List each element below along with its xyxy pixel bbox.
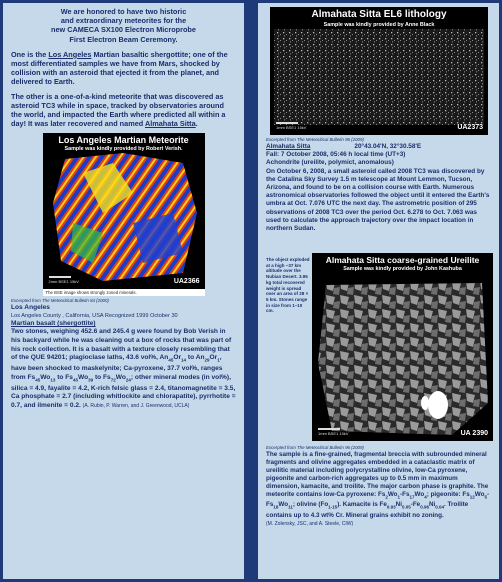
almahata-sitta-el6-image bbox=[270, 7, 488, 135]
intro-paragraph-1: One is the Los Angeles Martian basaltic shergottite; one of the most differentiated samples we have from Mars, shocked by collision with an asteroid that ejected it from the planet, and delivered to Earth. bbox=[11, 49, 228, 87]
scale-bar: 1mm BSE1 15kV bbox=[318, 428, 348, 436]
figure-subtitle: Sample was kindly provided by Anne Black bbox=[323, 22, 435, 28]
fall-date: Fall: 7 October 2008, 05:46 h local time (UT+3) bbox=[266, 151, 406, 159]
meteorite-class: Achondrite (ureilite, polymict, anomalous) bbox=[266, 159, 394, 167]
figure-id: UA 2390 bbox=[460, 430, 488, 437]
scale-bar: 1mm BSE1 15kV bbox=[276, 122, 306, 130]
meteorite-location: Los Angeles County , California, USA Recognized 1999 October 30 bbox=[11, 313, 178, 320]
meteorite-name: Los Angeles bbox=[11, 304, 50, 312]
almahata-header bbox=[266, 143, 492, 151]
intro-line: new CAMECA SX100 Electron Microprobe bbox=[51, 25, 196, 35]
right-panel bbox=[258, 3, 499, 579]
ureilite-image-art bbox=[312, 253, 493, 441]
excerpt-source: Excerpted from The Meteoritical Bulletin 96 (2009) bbox=[266, 445, 364, 450]
discovery-paragraph: On October 6, 2008, a small asteroid called 2008 TC3 was discovered by the Catalina Sky Survey 1.5 m telescope at Mount Lemmon, Tucson, Arizona, and found to be on a collision course with Earth. Numerous astronomical observatories followed the object until it entered the Earth's umbra at Oct. 7.076 UTC the next day. The astrometric position of 295 observations of 2008 TC3 over the period Oct. 6.278 to Oct. 7.063 was used to calculate the approach trajectory over the impact location in northern Sudan. bbox=[266, 167, 490, 233]
almahata-sitta-link[interactable]: Almahata Sitta bbox=[144, 119, 196, 129]
los-angeles-description: Two stones, weighing 452.6 and 245.4 g were found by Bob Verish in his backyard while he was cleaning out a box of rocks that was part of his rock collection. It is a basalt with a texture closely resembling that of the QUE 94201; plagioclase laths, 43.6 vol%, $An_{45}Or_{14}$ to $An_{29}Or_1$, have been shocked to maskelynite; Ca-pyroxene, 37.7 vol%, ranges from $Fs_{45}Wo_{13}$ to $Fs_{45}Wo_{39}$ to $Fs_{72}Wo_{24}$; other mineral modes (in vol%), silica = 4.9, fayalite = 4.2, K-rich felsic glass = 2.4, titanomagnetite = 3.5, Ca phosphate = 2.7 (including whitlockite and chlorapatite), pyrrhotite = 0.7, and ilmenite = 0.2. (A. Rubin, P. Warren, and J. Greenwood, UCLA) bbox=[11, 328, 236, 409]
author-credit: (M. Zolensky, JSC, and A. Steele, CIW) bbox=[266, 520, 354, 527]
ureilite-description: The sample is a fine-grained, fragmental breccia with subrounded mineral fragments and olivine aggregates embedded in a cataclastic matrix of ureilitic material including polycrystalline olivine, low-Ca pyroxene, pigeonite and carbon-rich aggregates up to 0.5 mm in maximum dimension, kamacite, and troilite. The major carbon phase is graphite. The meteorite contains low-Ca pyroxene: $Fs_2Wo_1-Fs_{17}Wo_4$; pigeonite: $Fs_{12}Wo_5-Fs_{18}Wo_{11}$; olivine $(Fo_{1-15})$. Kamacite is $Fe_{0.93}Ni_{0.05}-Fe_{0.96}Ni_{0.04}$. Troilite contains up to 4.3 wt% Cr. Mineral grains exhibit no zoning. bbox=[266, 451, 490, 519]
figure-id: UA2373 bbox=[457, 124, 483, 131]
meteorite-name: Almahata Sitta bbox=[266, 143, 311, 150]
left-panel bbox=[3, 3, 244, 579]
figure-subtitle: Sample was kindly provided by Robert Verish. bbox=[64, 146, 183, 153]
figure-title: Almahata Sitta EL6 lithology bbox=[311, 9, 447, 20]
excerpt-source: Excerpted from The Meteoritical Bulletin 96 (2009) bbox=[266, 137, 364, 142]
intro-paragraph-2: The other is a one-of-a-kind meteorite that was discovered as asteroid TC3 while in space, tracked by observatories around the world, and impacted the Earth where predicted all within a day! It was later recovered and named Almahata Sitta. bbox=[11, 91, 226, 129]
intro-heading bbox=[11, 7, 236, 44]
figure-caption: The BSE image shows strongly zoned minerals. bbox=[43, 289, 205, 296]
meteorite-coordinates: 20°43.04'N, 32°30.58'E bbox=[354, 143, 422, 150]
recovery-note: The object exploded at a high ~37 km altitude over the Nubian Desert. 3.95 kg total recovered weight is spread over an area of 28 × 5 km. Stones range in size from 1–10 cm. bbox=[266, 257, 310, 314]
excerpt-source: Excerpted from The Meteoritical Bulletin 84 (2000) bbox=[11, 298, 109, 304]
los-angeles-link[interactable]: Los Angeles bbox=[48, 49, 92, 59]
meteorite-image-art bbox=[43, 133, 205, 289]
figure-title: Almahata Sitta coarse-grained Ureilite bbox=[325, 255, 480, 265]
figure-id: UA2366 bbox=[173, 278, 200, 286]
los-angeles-bse-image bbox=[43, 133, 205, 289]
intro-line: We are honored to have two historic bbox=[60, 7, 187, 16]
figure-title: Los Angeles Martian Meteorite bbox=[58, 135, 189, 146]
figure-subtitle: Sample was kindly provided by John Kashuba bbox=[343, 266, 462, 272]
almahata-sitta-ureilite-image bbox=[312, 253, 493, 441]
scale-bar: 2mm BSE1 15kV bbox=[49, 276, 79, 284]
author-credit: (A. Rubin, P. Warren, and J. Greenwood, UCLA) bbox=[82, 402, 190, 409]
meteorite-class: Martian basalt (shergottite) bbox=[11, 320, 96, 328]
intro-line: and extraordinary meteorites for the bbox=[60, 16, 187, 26]
intro-line: First Electron Beam Ceremony. bbox=[69, 34, 178, 44]
